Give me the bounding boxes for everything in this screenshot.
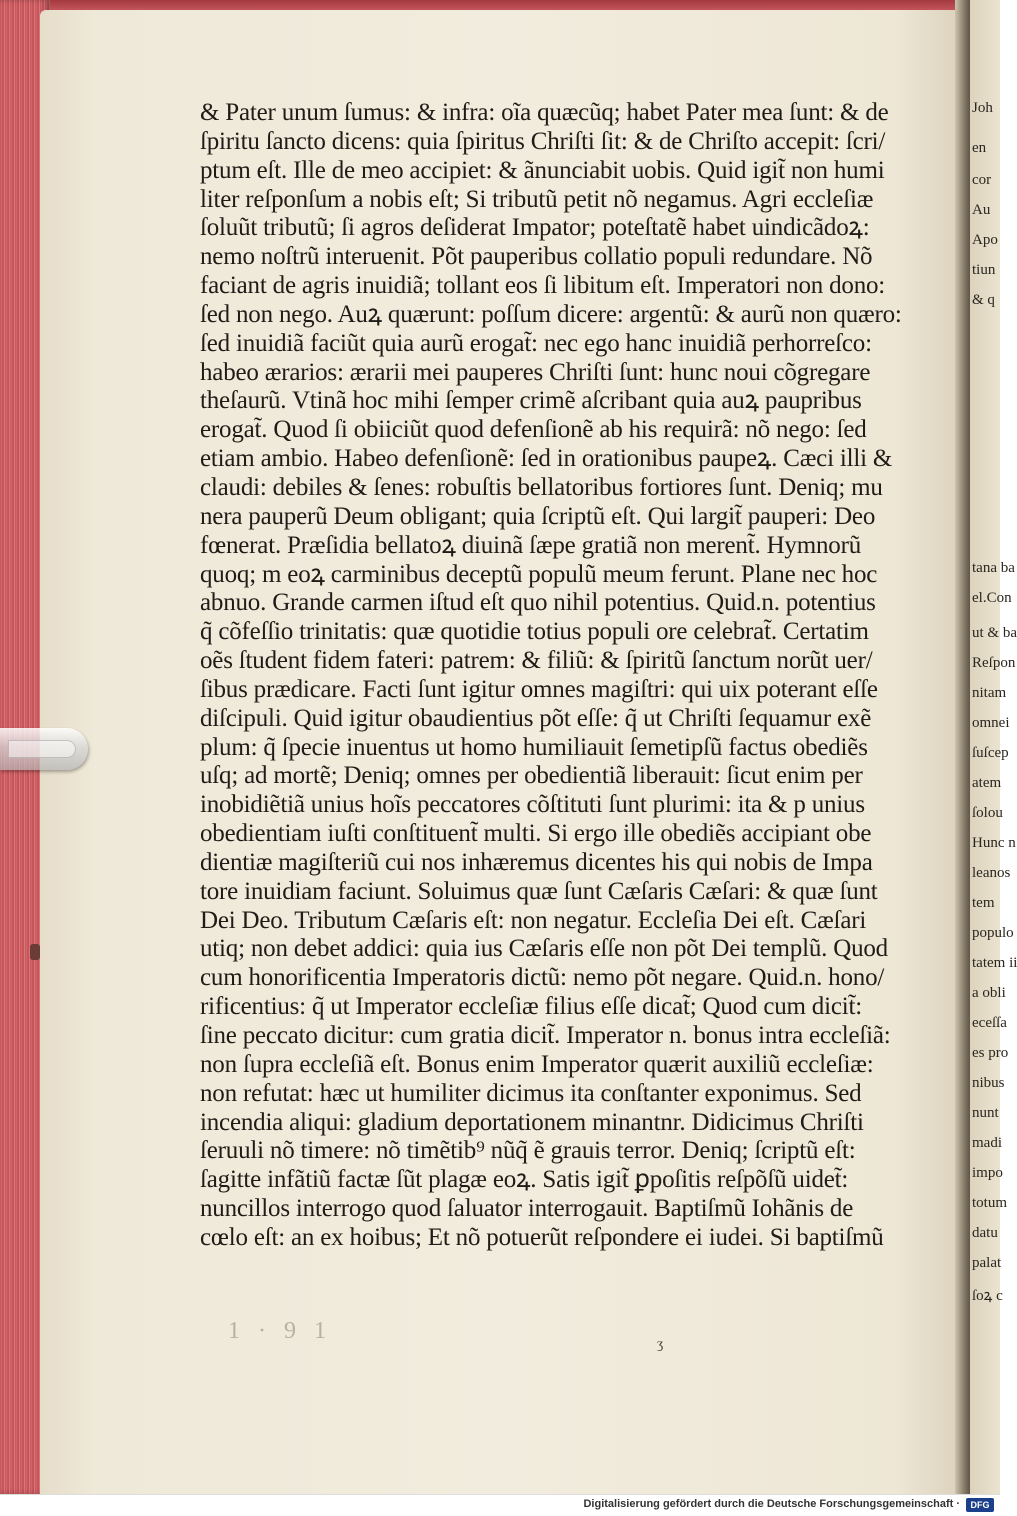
right-page-edge (970, 0, 1017, 1494)
ink-spot (30, 944, 40, 960)
text-line: erogat̃. Quod ſi obiiciũt quod defenſionẽ ab his requirã: nõ nego: ſed (200, 416, 867, 444)
right-page-text-fragment: ſoꝝ c (972, 1288, 1003, 1304)
text-line: ſpiritu ſancto dicens: quia ſpiritus Chriſti ſit: & de Chriſto accepit: ſcri/ (200, 127, 886, 155)
text-line: fœnerat. Præſidia bellatoꝝ diuinã ſæpe gratiã non merent̃. Hymnorũ (200, 531, 862, 559)
right-page-text-fragment: tiun (972, 262, 996, 278)
text-line: theſaurũ. Vtinã hoc mihi ſemper crimẽ aſcribant quia auꝝ paupribus (200, 387, 862, 415)
right-page-text-fragment: madi (972, 1135, 1002, 1151)
text-line: faciant de agris inuidiã; tollant eos ſi libitum eſt. Imperatori non dono: (200, 272, 886, 300)
page-clip (0, 728, 88, 770)
page-text-block (200, 99, 920, 1253)
right-page-text-fragment: a obli (972, 985, 1006, 1001)
text-line: diſcipuli. Quid igitur obaudientius põt eſſe: q̃ ut Chriſti ſequamur exẽ (200, 704, 872, 732)
text-line: incendia aliqui: gladium deportationem minantnr. Didicimus Chriſti (200, 1108, 864, 1136)
text-line: etiam ambio. Habeo defenſionẽ: ſed in orationibus paupeꝝ. Cæci illi & (200, 445, 893, 473)
right-page-text-fragment: nitam (972, 685, 1007, 701)
right-page-text-fragment: ut & ba (972, 625, 1017, 641)
right-page-text-fragment: Joh (972, 100, 993, 116)
right-page-text-fragment: Reſpon (972, 655, 1016, 671)
bleed-through-marks: 1 · 9 1 (228, 1318, 332, 1344)
text-line: plum: q̃ ſpecie inuentus ut homo humiliauit ſemetipſũ factus obediẽs (200, 733, 868, 761)
text-line: non refutat: hæc ut humiliter dicimus ita conſtanter exponimus. Sed (200, 1079, 862, 1107)
right-page-text-fragment: totum (972, 1195, 1008, 1211)
page-clip-highlight (8, 740, 76, 758)
right-page-text-fragment: impo (972, 1165, 1003, 1181)
right-page-text-fragment: tatem ii (972, 955, 1017, 971)
footer-funding-text: Digitalisierung gefördert durch die Deutsche Forschungsgemeinschaft · (583, 1498, 960, 1510)
text-line: ſine peccato dicitur: cum gratia dicit̃. Imperator n. bonus intra eccleſiã: (200, 1022, 891, 1049)
text-line: ſed inuidiã faciũt quia aurũ erogat̃: nec ego hanc inuidiã perhorreſco: (200, 329, 872, 357)
dfg-logo-icon: DFG (966, 1498, 994, 1512)
text-line: utiq; non debet addici: quia ius Cæſaris eſſe non põt Dei templũ. Quod (200, 935, 888, 963)
text-line: cœlo eſt: an ex hoibus; Et nõ potuerũt reſpondere ei iudei. Si baptiſmũ (200, 1223, 884, 1251)
signature-mark: ʒ (657, 1337, 664, 1352)
right-page-text-fragment: leanos (972, 865, 1011, 881)
text-line: Dei Deo. Tributum Cæſaris eſt: non negatur. Eccleſia Dei eſt. Cæſari (200, 906, 867, 934)
text-line: cum honorificentia Imperatoris dictũ: nemo põt negare. Quid.n. hono/ (200, 964, 885, 992)
right-page-text-fragment: tem (972, 895, 995, 911)
text-line: liter reſponſum a nobis eſt; Si tributũ petit nõ negamus. Agri eccleſiæ (200, 185, 874, 213)
text-line: claudi: debiles & ſenes: robuſtis bellatoribus fortiores ſunt. Deniq; mu (200, 473, 883, 501)
right-page-text-fragment: el.Con (972, 590, 1012, 606)
text-line: abnuo. Grande carmen iſtud eſt quo nihil potentius. Quid.n. potentius (200, 589, 876, 617)
text-line: non ſupra eccleſiã eſt. Bonus enim Imperator quærit auxiliũ eccleſiæ: (200, 1050, 874, 1078)
text-line: dientiæ magiſteriũ cui nos inhæremus dicentes his qui nobis de Impa (200, 848, 873, 876)
text-line: quoq; m eoꝝ carminibus deceptũ populũ meum ferunt. Plane nec hoc (200, 560, 878, 588)
right-page-text-fragment: populo (972, 925, 1014, 941)
text-line: oẽs ſtudent fidem fateri: patrem: & filiũ: & ſpiritũ ſanctum norũt uer/ (200, 647, 873, 675)
right-page-text-fragment: ſolou (972, 805, 1003, 821)
right-page-text-fragment: nibus (972, 1075, 1005, 1091)
text-line: ſibus prædicare. Facti ſunt igitur omnes magiſtri: qui uix poterant eſſe (200, 675, 878, 703)
text-line: uſq; ad mortẽ; Deniq; omnes per obedientiã liberauit: ſicut enim per (200, 762, 863, 790)
text-line: inobidiẽtiã unius hoĩs peccatores cõſtituti ſunt plurimi: ita & p unius (200, 791, 865, 819)
right-page-text-fragment: en (972, 140, 987, 156)
right-page-text-fragment: & q (972, 292, 995, 308)
text-line: ſed non nego. Auꝝ quærunt: poſſum dicere: argentũ: & aurũ non quæro: (200, 300, 902, 328)
right-page-text-fragment: omnei (972, 715, 1010, 731)
right-page-text-fragment: Apo (972, 232, 998, 248)
right-page-text-fragment: palat (972, 1255, 1002, 1271)
text-line: q̃ cõfeſſio trinitatis: quæ quotidie totius populi ore celebrat̃. Certatim (200, 618, 869, 646)
text-line: nemo noſtrũ interuenit. Põt pauperibus collatio populi redundare. Nõ (200, 243, 873, 271)
text-line: nera pauperũ Deum obligant; quia ſcriptũ eſt. Qui largit̃ pauperi: Deo (200, 502, 876, 530)
right-page-text-fragment: eceſſa (972, 1015, 1007, 1031)
right-page-text-fragment: atem (972, 775, 1002, 791)
text-line: ptum eſt. Ille de meo accipiet: & ãnunciabit uobis. Quid igit̃ non humi (200, 156, 885, 184)
right-page-text-fragment: nunt (972, 1105, 999, 1121)
right-page-text-fragment: datu (972, 1225, 998, 1241)
text-line: habeo ærarios: ærarii mei pauperes Chriſti ſunt: hunc noui cõgregare (200, 358, 871, 386)
right-page-text-fragment: tana ba (972, 560, 1015, 576)
text-line: ſeruuli nõ timere: nõ timẽtib⁹ nũq̃ ẽ grauis terror. Deniq; ſcriptũ eſt: (200, 1137, 856, 1165)
footer-bar (0, 1494, 1000, 1516)
right-page-text-fragment: Au (972, 202, 991, 218)
right-page-text-fragment: Hunc n (972, 835, 1016, 851)
right-page-text-fragment: ſuſcep (972, 745, 1009, 761)
text-line: nuncillos interrogo quod ſaluator interrogauit. Baptiſmũ Iohãnis de (200, 1195, 854, 1223)
text-line: obedientiam iuſti conſtituent̃ multi. Si ergo ille obediẽs accipiant obe (200, 820, 872, 848)
text-line: ſagitte infãtiũ factæ ſũt plagæ eoꝝ. Satis igit̃ ꝑpoſitis reſpõſũ uidet̃: (200, 1166, 849, 1194)
text-line: rificentius: q̃ ut Imperator eccleſiæ filius eſſe dicat̃; Quod cum dicit̃: (200, 993, 862, 1021)
right-page-text-fragment: cor (972, 172, 992, 188)
right-page-text-fragment: es pro (972, 1045, 1009, 1061)
text-line: tore inuidiam faciunt. Soluimus quæ ſunt Cæſaris Cæſari: & quæ ſunt (200, 877, 878, 905)
text-line: & Pater unum ſumus: & infra: oĩa quæcũq; habet Pater mea ſunt: & de (200, 99, 889, 126)
text-line: ſoluũt tributũ; ſi agros deſiderat Impator; poteſtatẽ habet uindicãdoꝝ: (200, 214, 870, 242)
